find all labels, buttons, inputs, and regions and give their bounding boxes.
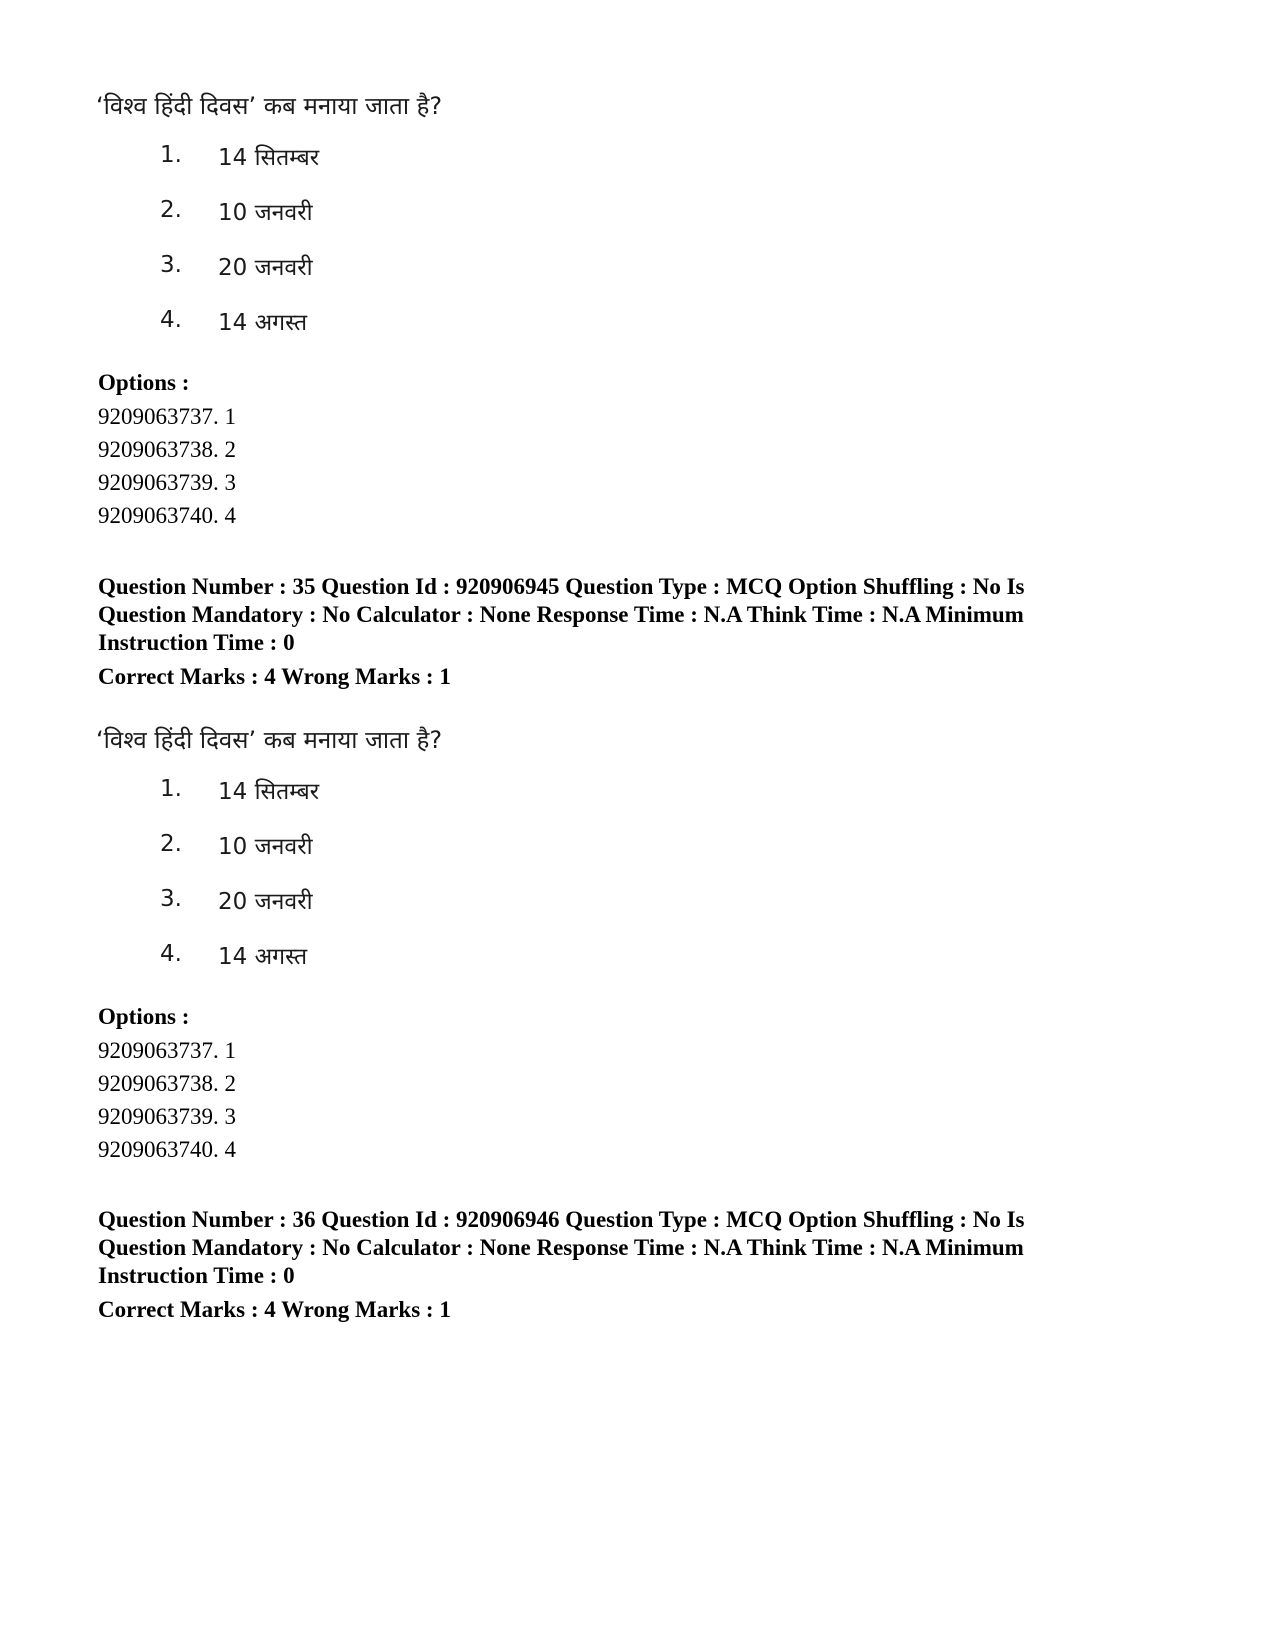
answer-option (96, 179, 516, 234)
answer-option (96, 289, 516, 344)
option-text: 14 अगस्त (218, 310, 308, 336)
option-id: 9209063740. 4 (98, 503, 236, 528)
question-meta: Question Number : 36 Question Id : 920906946 Question Type : MCQ Option Shuffling : No Is Question Mandatory : No Calculator : None Response Time : N.A Think Time : N.A Minimum Instruction Time : 0 (98, 1207, 1025, 1288)
option-text: 14 सितम्बर (218, 145, 320, 171)
option-id: 9209063739. 3 (98, 470, 236, 495)
question-image-2 (96, 722, 516, 978)
question-35-header (98, 573, 1118, 691)
option-id: 9209063739. 3 (98, 1104, 236, 1129)
question-image-1 (96, 88, 516, 344)
option-number: 2. (160, 831, 182, 857)
question-marks: Correct Marks : 4 Wrong Marks : 1 (98, 1297, 451, 1322)
option-number: 1. (160, 142, 182, 168)
options-label: Options : (98, 1004, 190, 1029)
option-id: 9209063738. 2 (98, 1071, 236, 1096)
question-text: ‘विश्व हिंदी दिवस’ कब मनाया जाता है? (96, 92, 443, 120)
answer-option (96, 234, 516, 289)
answer-option (96, 868, 516, 923)
option-number: 1. (160, 776, 182, 802)
option-text: 10 जनवरी (218, 200, 313, 226)
option-number: 3. (160, 252, 182, 278)
options-list-1 (98, 366, 1118, 532)
option-id: 9209063737. 1 (98, 1038, 236, 1063)
answer-option (96, 124, 516, 179)
option-id: 9209063740. 4 (98, 1137, 236, 1162)
option-number: 3. (160, 886, 182, 912)
question-meta: Question Number : 35 Question Id : 920906945 Question Type : MCQ Option Shuffling : No Is Question Mandatory : No Calculator : None Response Time : N.A Think Time : N.A Minimum Instruction Time : 0 (98, 574, 1025, 655)
answer-option (96, 813, 516, 868)
answer-option (96, 758, 516, 813)
option-text: 20 जनवरी (218, 255, 313, 281)
answer-option (96, 923, 516, 978)
option-text: 20 जनवरी (218, 889, 313, 915)
options-list-2 (98, 1000, 1118, 1166)
option-text: 14 अगस्त (218, 944, 308, 970)
question-text: ‘विश्व हिंदी दिवस’ कब मनाया जाता है? (96, 726, 443, 754)
option-number: 4. (160, 307, 182, 333)
option-text: 10 जनवरी (218, 834, 313, 860)
option-number: 4. (160, 941, 182, 967)
options-label: Options : (98, 370, 190, 395)
option-id: 9209063738. 2 (98, 437, 236, 462)
question-marks: Correct Marks : 4 Wrong Marks : 1 (98, 664, 451, 689)
question-36-header (98, 1206, 1118, 1324)
option-number: 2. (160, 197, 182, 223)
option-id: 9209063737. 1 (98, 404, 236, 429)
option-text: 14 सितम्बर (218, 779, 320, 805)
